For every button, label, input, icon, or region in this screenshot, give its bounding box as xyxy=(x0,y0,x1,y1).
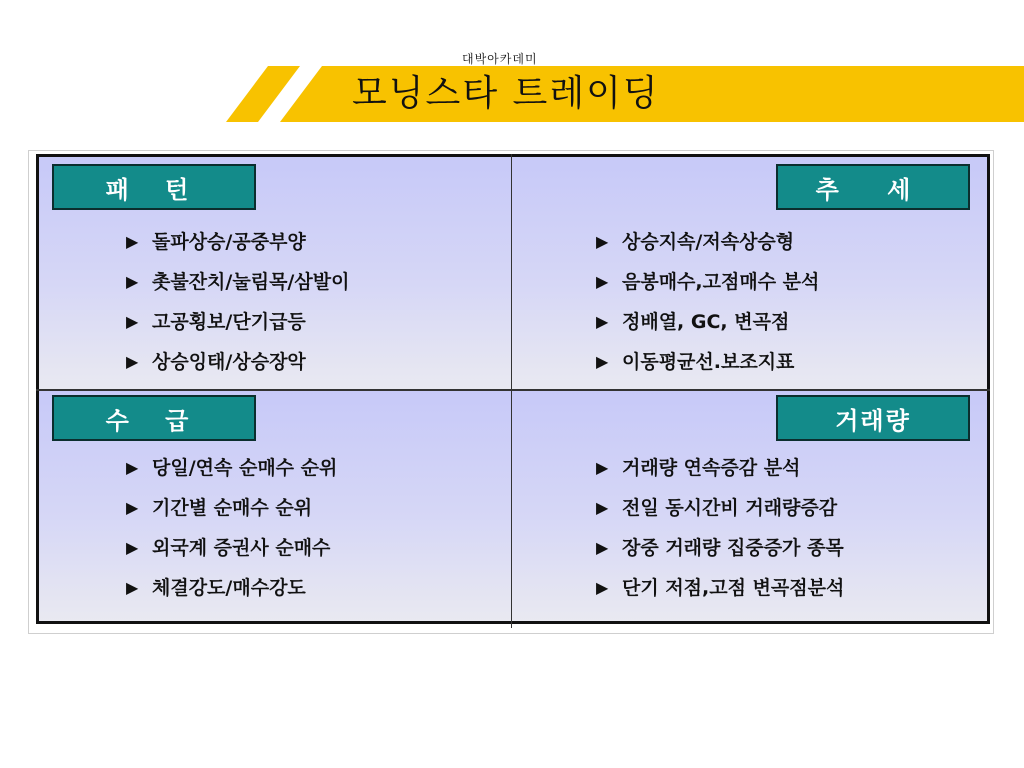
triangle-right-icon: ▶ xyxy=(596,272,609,291)
grid-vertical-divider xyxy=(511,154,512,628)
list-item xyxy=(126,302,349,342)
triangle-right-icon: ▶ xyxy=(126,352,139,371)
list-item-label: 외국계 증권사 순매수 xyxy=(152,537,331,559)
triangle-right-icon: ▶ xyxy=(596,232,609,251)
list-item xyxy=(126,262,349,302)
list-item-label: 고공횡보/단기급등 xyxy=(152,311,306,333)
brand-name: 대박아카데미 xyxy=(462,52,538,66)
list-item xyxy=(596,222,819,262)
list-item-label: 정배열, GC, 변곡점 xyxy=(622,311,790,333)
list-item xyxy=(126,528,337,568)
triangle-right-icon: ▶ xyxy=(126,578,139,597)
triangle-right-icon: ▶ xyxy=(596,538,609,557)
list-item xyxy=(596,448,844,488)
list-item xyxy=(596,528,844,568)
triangle-right-icon: ▶ xyxy=(596,312,609,331)
pattern-list xyxy=(126,222,349,382)
trend-list xyxy=(596,222,819,382)
triangle-right-icon: ▶ xyxy=(596,498,609,517)
supply-demand-list xyxy=(126,448,337,608)
list-item-label: 거래량 연속증감 분석 xyxy=(622,457,801,479)
list-item-label: 기간별 순매수 순위 xyxy=(152,497,313,519)
list-item xyxy=(596,488,844,528)
list-item-label: 촛불잔치/눌림목/삼발이 xyxy=(152,271,350,293)
list-item-label: 체결강도/매수강도 xyxy=(152,577,306,599)
triangle-right-icon: ▶ xyxy=(596,578,609,597)
triangle-right-icon: ▶ xyxy=(126,498,139,517)
triangle-right-icon: ▶ xyxy=(126,458,139,477)
list-item-label: 단기 저점,고점 변곡점분석 xyxy=(622,577,845,599)
list-item xyxy=(596,342,819,382)
list-item xyxy=(596,262,819,302)
pattern-header: 패 턴 xyxy=(52,164,256,210)
list-item xyxy=(126,342,349,382)
triangle-right-icon: ▶ xyxy=(126,538,139,557)
trend-header: 추 세 xyxy=(776,164,970,210)
list-item-label: 이동평균선.보조지표 xyxy=(622,351,795,373)
list-item-label: 돌파상승/공중부양 xyxy=(152,231,306,253)
list-item-label: 상승지속/저속상승형 xyxy=(622,231,795,253)
list-item-label: 전일 동시간비 거래량증감 xyxy=(622,497,838,519)
list-item xyxy=(126,222,349,262)
list-item-label: 당일/연속 순매수 순위 xyxy=(152,457,338,479)
grid-horizontal-divider xyxy=(36,389,990,391)
triangle-right-icon: ▶ xyxy=(126,232,139,251)
list-item xyxy=(596,568,844,608)
list-item xyxy=(126,488,337,528)
triangle-right-icon: ▶ xyxy=(596,458,609,477)
triangle-right-icon: ▶ xyxy=(596,352,609,371)
triangle-right-icon: ▶ xyxy=(126,272,139,291)
page-title: 모닝스타 트레이딩 xyxy=(352,73,660,114)
list-item xyxy=(596,302,819,342)
list-item xyxy=(126,448,337,488)
triangle-right-icon: ▶ xyxy=(126,312,139,331)
list-item xyxy=(126,568,337,608)
list-item-label: 장중 거래량 집중증가 종목 xyxy=(622,537,844,559)
supply-demand-header: 수 급 xyxy=(52,395,256,441)
volume-list xyxy=(596,448,844,608)
list-item-label: 음봉매수,고점매수 분석 xyxy=(622,271,820,293)
list-item-label: 상승잉태/상승장악 xyxy=(152,351,306,373)
volume-header: 거래량 xyxy=(776,395,970,441)
